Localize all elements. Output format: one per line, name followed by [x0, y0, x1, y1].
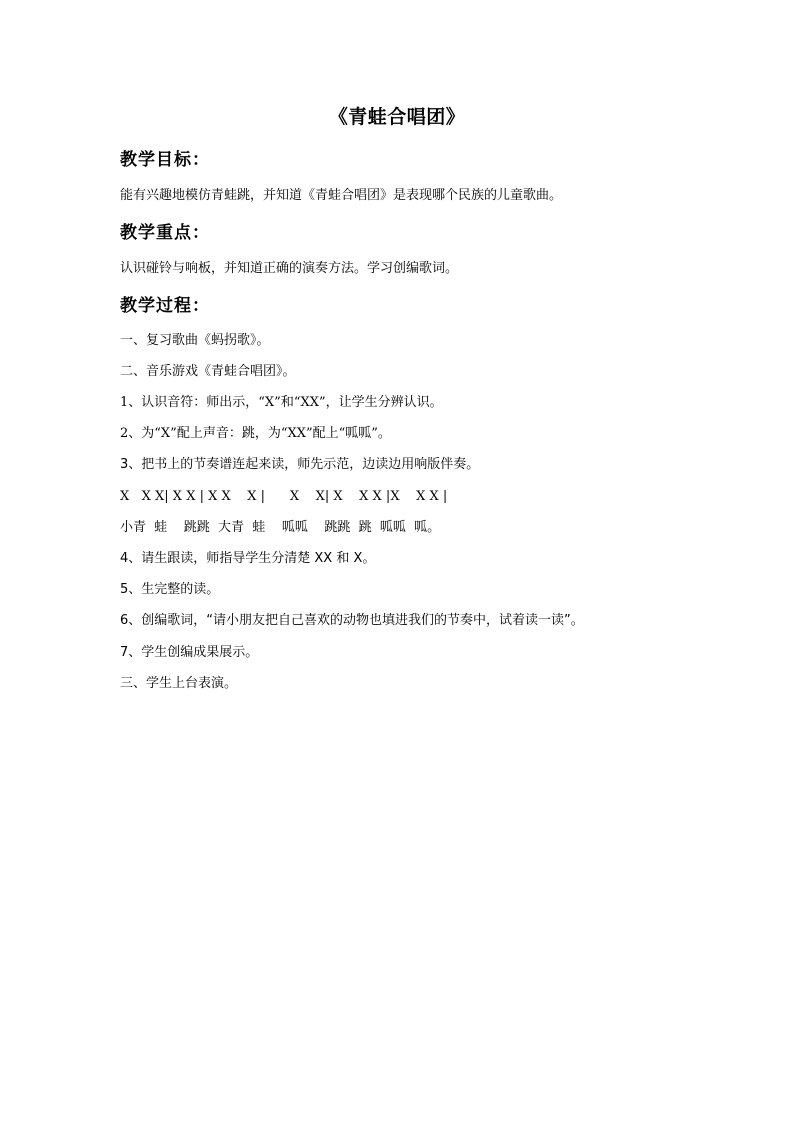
process-step-7: 7、学生创编成果展示。 [120, 645, 259, 660]
document-title: 《青蛙合唱团》 [328, 106, 466, 128]
teaching-goal-text: 能有兴趣地模仿青蛙跳，并知道《青蛙合唱团》是表现哪个民族的儿童歌曲。 [120, 188, 563, 203]
process-step-music-game: 二、音乐游戏《青蛙合唱团》。 [120, 364, 296, 379]
process-step-4: 4、请生跟读，师指导学生分清楚 XX 和 X。 [120, 551, 376, 566]
teaching-focus-heading: 教学重点： [120, 223, 210, 243]
rhythm-notation-line: X X X| X X | X X X | X X| X X X |X X X | [120, 489, 448, 504]
rhythm-lyrics-line: 小青 蛙 跳跳 大青 蛙 呱呱 跳跳 跳 呱呱 呱。 [120, 520, 441, 535]
teaching-focus-text: 认识碰铃与响板，并知道正确的演奏方法。学习创编歌词。 [120, 261, 459, 276]
teaching-process-heading: 教学过程： [120, 296, 210, 316]
process-step-3: 3、把书上的节奏谱连起来读，师先示范，边读边用响版伴奏。 [120, 457, 480, 472]
process-step-1: 1、认识音符：师出示，“X”和“XX”，让学生分辨认识。 [120, 395, 443, 410]
process-step-6: 6、创编歌词，“请小朋友把自己喜欢的动物也填进我们的节奏中，试着读一读”。 [120, 613, 584, 628]
process-step-2: 2、为“X”配上声音：跳，为“XX”配上“呱呱”。 [120, 426, 391, 441]
teaching-goal-heading: 教学目标： [120, 150, 210, 170]
process-step-performance: 三、学生上台表演。 [120, 676, 238, 691]
process-step-5: 5、生完整的读。 [120, 582, 220, 597]
process-step-review-song: 一、复习歌曲《蚂拐歌》。 [120, 333, 270, 348]
